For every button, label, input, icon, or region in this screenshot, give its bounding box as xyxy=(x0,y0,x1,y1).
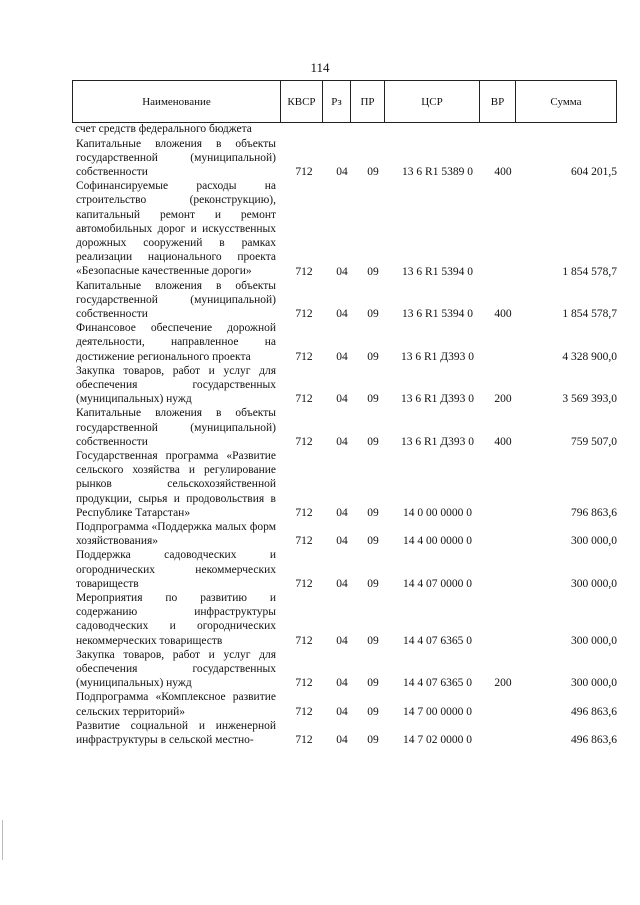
cell-sum: 3 569 393,0 xyxy=(562,393,617,406)
cell-kvsr: 712 xyxy=(295,705,313,718)
cell-pr: 09 xyxy=(367,734,379,747)
cell-sum: 300 000,0 xyxy=(571,535,617,548)
cell-pr: 09 xyxy=(367,393,379,406)
cell-pr: 09 xyxy=(367,350,379,363)
cell-rz: 04 xyxy=(336,350,348,363)
cell-sum: 1 854 578,7 xyxy=(562,308,617,321)
cell-sum: 496 863,6 xyxy=(571,705,617,718)
cell-name: Капитальные вложения в объекты государственной (муниципальной) собственности xyxy=(76,137,276,178)
carry-over-line: счет средств федерального бюджета xyxy=(75,123,252,135)
cell-pr: 09 xyxy=(367,634,379,647)
cell-vr: 400 xyxy=(494,435,512,448)
table-row xyxy=(72,690,617,718)
header-name: Наименование xyxy=(73,81,281,122)
cell-sum: 4 328 900,0 xyxy=(562,350,617,363)
cell-name: Развитие социальной и инженерной инфраструктуры в сельской местно- xyxy=(76,719,276,747)
cell-sum: 496 863,6 xyxy=(571,734,617,747)
table-row xyxy=(72,548,617,591)
cell-rz: 04 xyxy=(336,734,348,747)
cell-vr: 200 xyxy=(494,677,512,690)
cell-csr: 13 6 R1 5394 0 xyxy=(402,308,473,321)
page-number: 114 xyxy=(310,60,330,75)
cell-kvsr: 712 xyxy=(295,308,313,321)
cell-pr: 09 xyxy=(367,506,379,519)
table-row xyxy=(72,719,617,747)
cell-sum: 1 854 578,7 xyxy=(562,265,617,278)
cell-pr: 09 xyxy=(367,705,379,718)
cell-csr: 13 6 R1 Д393 0 xyxy=(400,350,474,363)
cell-name: Подпрограмма «Поддержка малых форм хозяйствования» xyxy=(76,520,276,548)
table-row xyxy=(72,449,617,520)
cell-name: Капитальные вложения в объекты государственной (муниципальной) собственности xyxy=(76,407,276,448)
cell-csr: 13 6 R1 5389 0 xyxy=(402,166,473,179)
cell-kvsr: 712 xyxy=(295,634,313,647)
cell-sum: 759 507,0 xyxy=(571,435,617,448)
cell-csr: 14 4 07 0000 0 xyxy=(403,578,472,590)
table-row xyxy=(72,364,617,407)
header-vr: ВР xyxy=(480,81,516,122)
cell-pr: 09 xyxy=(367,265,379,278)
cell-name: Капитальные вложения в объекты государственной (муниципальной) собственности xyxy=(76,279,276,320)
header-kvsr: КВСР xyxy=(281,81,323,122)
table-row xyxy=(72,137,617,180)
cell-kvsr: 712 xyxy=(295,393,313,406)
header-sum: Сумма xyxy=(550,95,582,108)
table-row xyxy=(72,648,617,691)
cell-sum: 796 863,6 xyxy=(571,506,617,519)
cell-csr: 14 7 02 0000 0 xyxy=(403,734,472,747)
table-rows xyxy=(72,137,617,748)
cell-rz: 04 xyxy=(336,677,348,690)
table-row xyxy=(72,279,617,322)
table-body xyxy=(72,123,617,747)
cell-vr: 400 xyxy=(494,166,512,179)
cell-rz: 04 xyxy=(336,506,348,519)
cell-rz: 04 xyxy=(336,265,348,278)
table-header xyxy=(72,80,617,123)
cell-csr: 14 4 07 6365 0 xyxy=(403,634,472,647)
cell-vr: 200 xyxy=(494,393,512,406)
cell-kvsr: 712 xyxy=(295,677,313,690)
cell-csr: 13 6 R1 5394 0 xyxy=(402,265,473,278)
cell-name: Финансовое обеспечение дорожной деятельности, направленное на достижение регионального проекта xyxy=(76,322,276,363)
cell-sum: 604 201,5 xyxy=(571,166,617,179)
cell-csr: 13 6 R1 Д393 0 xyxy=(400,393,474,406)
cell-pr: 09 xyxy=(367,535,379,548)
table-row xyxy=(72,591,617,648)
cell-vr: 400 xyxy=(494,308,512,321)
cell-name: Закупка товаров, работ и услуг для обеспечения государственных (муниципальных) нужд xyxy=(76,364,276,406)
cell-sum: 300 000,0 xyxy=(571,578,617,590)
cell-name: Мероприятия по развитию и содержанию инфраструктуры садоводческих и огороднических некоммерческих товариществ xyxy=(76,592,276,647)
cell-kvsr: 712 xyxy=(295,734,313,747)
cell-pr: 09 xyxy=(367,435,379,448)
cell-name: Государственная программа «Развитие сельского хозяйства и регулирование рынков сельскохозяйственной продукции, сырья и продовольствия в Республике Татарстан» xyxy=(76,449,276,519)
cell-kvsr: 712 xyxy=(295,506,313,519)
cell-csr: 14 4 00 0000 0 xyxy=(403,535,472,548)
cell-name: Подпрограмма «Комплексное развитие сельских территорий» xyxy=(76,691,276,718)
header-pr: ПР xyxy=(351,81,385,122)
cell-kvsr: 712 xyxy=(295,535,313,548)
cell-pr: 09 xyxy=(367,677,379,690)
cell-rz: 04 xyxy=(336,393,348,406)
cell-pr: 09 xyxy=(367,308,379,321)
cell-rz: 04 xyxy=(336,578,348,590)
cell-pr: 09 xyxy=(367,578,379,590)
cell-rz: 04 xyxy=(336,705,348,718)
cell-kvsr: 712 xyxy=(295,578,313,590)
table-row xyxy=(72,520,617,548)
cell-sum: 300 000,0 xyxy=(571,677,617,690)
cell-name: Софинансируемые расходы на строительство (реконструкцию), капитальный ремонт и ремонт автомобильных дорог и искусственных дорожных сооружений в рамках реализации национального проекта «Безопасные качественные дороги» xyxy=(76,180,276,278)
cell-csr: 14 7 00 0000 0 xyxy=(403,705,472,718)
cell-csr: 13 6 R1 Д393 0 xyxy=(400,435,474,448)
cell-rz: 04 xyxy=(336,435,348,448)
cell-pr: 09 xyxy=(367,166,379,179)
cell-sum: 300 000,0 xyxy=(571,634,617,647)
cell-rz: 04 xyxy=(336,166,348,179)
cell-rz: 04 xyxy=(336,634,348,647)
cell-csr: 14 4 07 6365 0 xyxy=(403,677,472,690)
header-rz: Рз xyxy=(323,81,351,122)
scan-edge-mark xyxy=(2,820,3,860)
cell-kvsr: 712 xyxy=(295,265,313,278)
cell-kvsr: 712 xyxy=(295,166,313,179)
cell-csr: 14 0 00 0000 0 xyxy=(403,506,472,519)
table-row xyxy=(72,179,617,278)
table-row xyxy=(72,406,617,449)
cell-name: Закупка товаров, работ и услуг для обеспечения государственных (муниципальных) нужд xyxy=(76,648,276,690)
header-csr: ЦСР xyxy=(385,81,480,122)
table-row xyxy=(72,321,617,364)
cell-rz: 04 xyxy=(336,308,348,321)
cell-name: Поддержка садоводческих и огороднических некоммерческих товариществ xyxy=(76,549,276,590)
cell-rz: 04 xyxy=(336,535,348,548)
cell-kvsr: 712 xyxy=(295,435,313,448)
cell-kvsr: 712 xyxy=(295,350,313,363)
